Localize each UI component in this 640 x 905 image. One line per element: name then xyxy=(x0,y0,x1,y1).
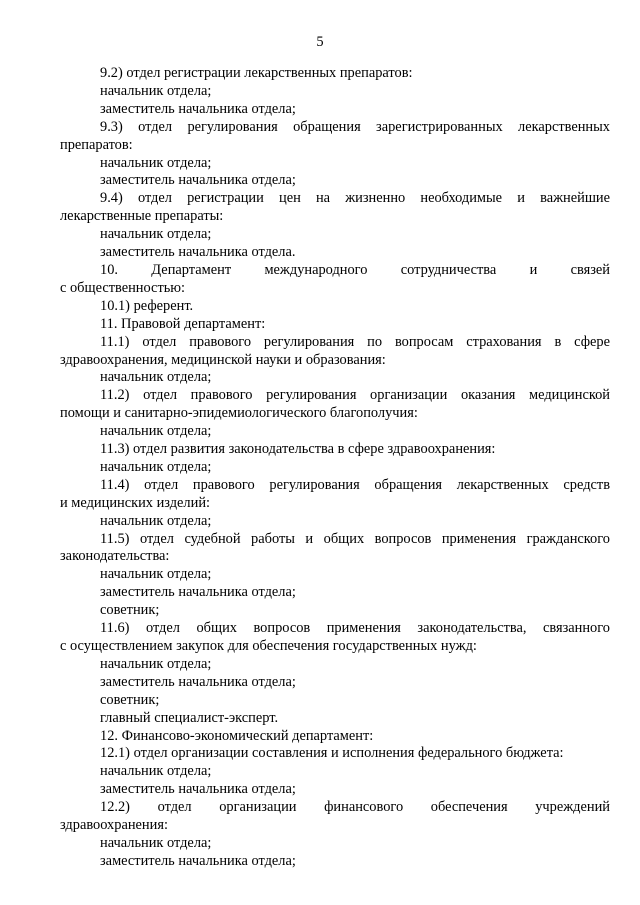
text-line: заместитель начальника отдела. xyxy=(100,244,296,261)
text-line: 11. Правовой департамент: xyxy=(100,315,266,332)
text-line: 9.3) отдел регулирования обращения зарегистрированных лекарственных xyxy=(100,118,610,135)
text-line: заместитель начальника отдела; xyxy=(100,852,296,869)
text-line: 11.5) отдел судебной работы и общих вопросов применения гражданского xyxy=(100,530,610,547)
text-line: с общественностью: xyxy=(60,279,186,296)
text-line: лекарственные препараты: xyxy=(60,208,224,225)
text-line: советник; xyxy=(100,691,160,708)
text-line: начальник отдела; xyxy=(100,226,212,243)
text-line: начальник отдела; xyxy=(100,566,212,583)
text-line: начальник отдела; xyxy=(100,512,212,529)
text-line: 11.2) отдел правового регулирования организации оказания медицинской xyxy=(100,387,610,404)
text-line: здравоохранения, медицинской науки и образования: xyxy=(60,351,386,368)
text-line: начальник отдела; xyxy=(100,82,212,99)
text-line: 11.1) отдел правового регулирования по вопросам страхования в сфере xyxy=(100,333,610,350)
text-line: 12. Финансово-экономический департамент: xyxy=(100,727,374,744)
text-line: законодательства: xyxy=(60,548,170,565)
page-number: 5 xyxy=(316,34,324,50)
text-line: начальник отдела; xyxy=(100,834,212,851)
text-line: и медицинских изделий: xyxy=(60,494,211,511)
text-line: 11.4) отдел правового регулирования обращения лекарственных средств xyxy=(100,476,610,493)
text-line: начальник отдела; xyxy=(100,423,212,440)
text-line: заместитель начальника отдела; xyxy=(100,100,296,117)
text-line: 10.1) референт. xyxy=(100,297,194,314)
text-line: начальник отдела; xyxy=(100,154,212,171)
text-line: препаратов: xyxy=(60,136,133,153)
text-line: 11.6) отдел общих вопросов применения законодательства, связанного xyxy=(100,620,610,637)
text-line: 12.2) отдел организации финансового обеспечения учреждений xyxy=(100,799,610,816)
text-line: заместитель начальника отдела; xyxy=(100,172,296,189)
text-line: 9.4) отдел регистрации цен на жизненно необходимые и важнейшие xyxy=(100,190,610,207)
text-line: 9.2) отдел регистрации лекарственных препаратов: xyxy=(100,65,413,81)
text-line: 11.3) отдел развития законодательства в сфере здравоохранения: xyxy=(100,441,496,458)
text-line: 12.1) отдел организации составления и исполнения федерального бюджета: xyxy=(100,745,564,762)
text-line: советник; xyxy=(100,602,160,619)
text-line: помощи и санитарно-эпидемиологического благополучия: xyxy=(60,405,418,422)
text-line: начальник отдела; xyxy=(100,369,212,386)
text-line: заместитель начальника отдела; xyxy=(100,673,296,690)
document-body xyxy=(60,65,610,871)
text-line: начальник отдела; xyxy=(100,458,212,475)
text-line: заместитель начальника отдела; xyxy=(100,781,296,798)
text-line: с осуществлением закупок для обеспечения государственных нужд: xyxy=(60,638,477,654)
text-line: заместитель начальника отдела; xyxy=(100,584,296,601)
text-line: начальник отдела; xyxy=(100,763,212,780)
text-line: 10. Департамент международного сотрудничества и связей xyxy=(100,261,610,278)
text-line: главный специалист-эксперт. xyxy=(100,709,279,726)
text-line: начальник отдела; xyxy=(100,655,212,672)
text-line: здравоохранения: xyxy=(60,817,168,834)
